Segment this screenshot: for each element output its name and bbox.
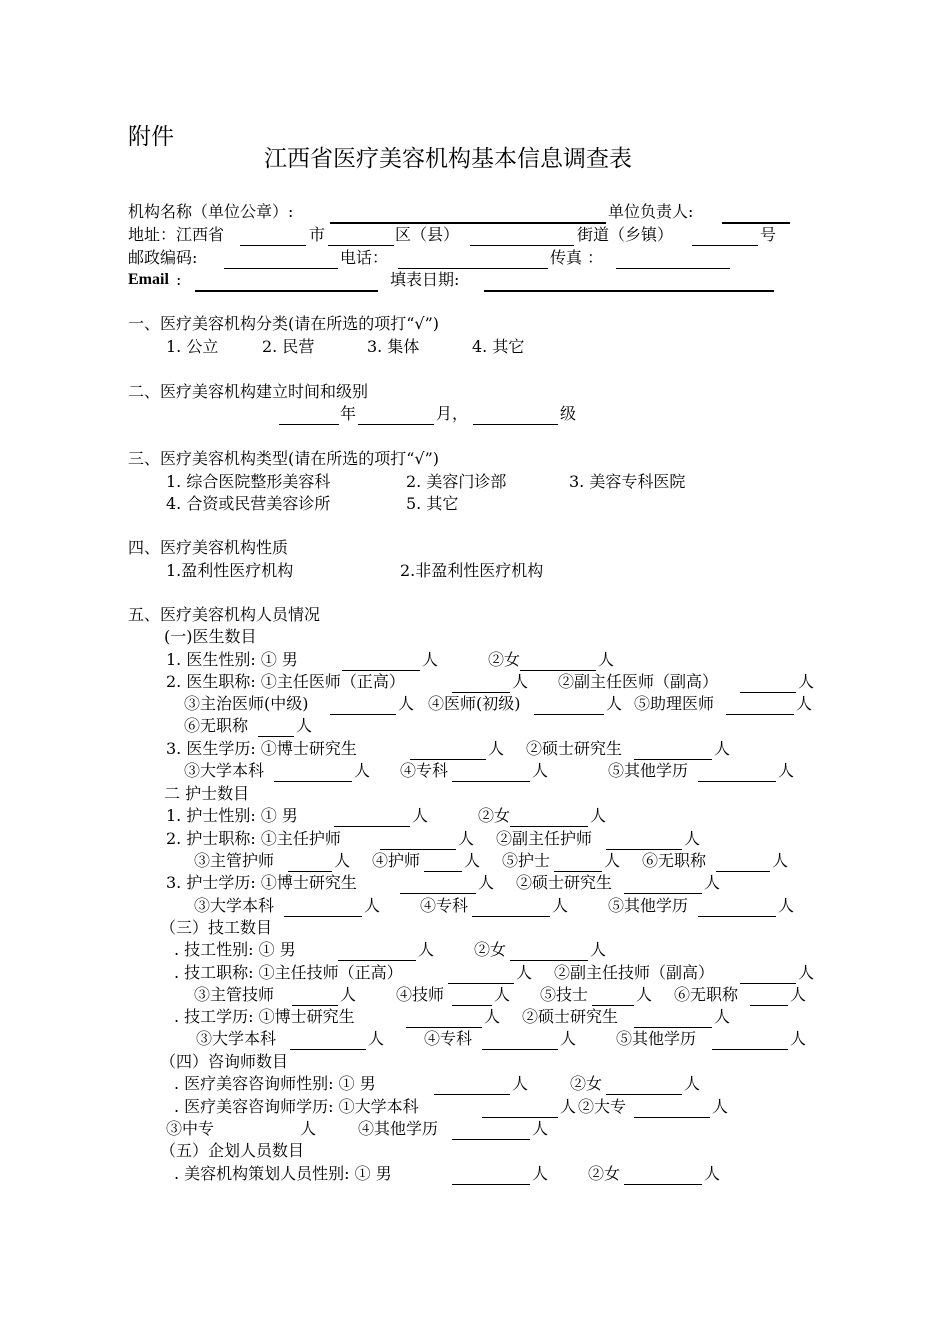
month-field[interactable]	[358, 424, 434, 425]
consultant-edu-label: . 医疗美容咨询师学历: ①大学本科	[174, 1097, 419, 1116]
doctor-assistant-label: ⑤助理医师	[634, 694, 715, 713]
person-unit: 人	[590, 940, 607, 959]
fax-label: 传真 ：	[550, 248, 604, 267]
person-unit: 人	[494, 985, 511, 1004]
nurse-master-label: ②硕士研究生	[516, 873, 613, 892]
person-unit: 人	[296, 716, 313, 735]
consultants-heading: （四）咨询师数目	[160, 1052, 289, 1071]
phone-label: 电话：	[340, 248, 389, 267]
email-label: Email	[128, 271, 169, 288]
tech-bachelor-field[interactable]	[290, 1049, 366, 1050]
planner-female-label: ②女	[588, 1164, 621, 1183]
doctor-female-field[interactable]	[520, 670, 596, 671]
person-unit: 人	[488, 739, 505, 758]
tech-male-field[interactable]	[338, 960, 416, 961]
person-unit: 人	[532, 1164, 549, 1183]
tech-tech2-label: ⑤技士	[540, 985, 589, 1004]
year-field[interactable]	[279, 424, 339, 425]
doctor-physician-field[interactable]	[534, 714, 604, 715]
consultant-junior-label: ②大专	[578, 1097, 627, 1116]
person-unit: 人	[778, 896, 795, 915]
doctor-phd-field[interactable]	[410, 759, 486, 760]
nurse-nurse2-field[interactable]	[554, 871, 602, 872]
doctor-college-field[interactable]	[452, 781, 530, 782]
tech-edu-label: . 技工学历: ①博士研究生	[174, 1007, 355, 1026]
level-label: 级	[560, 404, 577, 423]
tech-tech-field[interactable]	[452, 1005, 492, 1006]
fill-date-field[interactable]	[484, 290, 774, 292]
nurse-none-field[interactable]	[716, 871, 770, 872]
consultant-junior-field[interactable]	[634, 1117, 710, 1118]
doctor-female-label: ②女	[488, 650, 521, 669]
nurse-bachelor-label: ③大学本科	[194, 896, 275, 915]
email-field[interactable]	[195, 290, 378, 292]
number-label: 号	[760, 225, 777, 244]
doctor-master-label: ②硕士研究生	[526, 739, 623, 758]
person-unit: 人	[560, 1029, 577, 1048]
s1-option-collective[interactable]: 3. 集体	[367, 337, 420, 356]
doctor-assistant-field[interactable]	[726, 714, 794, 715]
person-unit: 人	[798, 963, 815, 982]
person-unit: 人	[704, 1164, 721, 1183]
s4-option-profit[interactable]: 1.盈利性医疗机构	[166, 561, 294, 580]
attachment-label: 附件	[128, 124, 174, 150]
tech-other-field[interactable]	[712, 1049, 788, 1050]
doctor-physician-label: ④医师(初级)	[428, 694, 521, 713]
tech-charge-label: ③主管技师	[194, 985, 275, 1004]
tech-other-label: ⑤其他学历	[616, 1029, 697, 1048]
district-field[interactable]	[328, 245, 394, 246]
tech-none-field[interactable]	[750, 1005, 788, 1006]
person-unit: 人	[714, 1007, 731, 1026]
tech-deputy-field[interactable]	[740, 983, 796, 984]
section-1-title: 一、医疗美容机构分类(请在所选的项打“√”)	[128, 314, 440, 333]
tech-college-field[interactable]	[482, 1049, 558, 1050]
person-unit: 人	[552, 896, 569, 915]
consultant-other-label: ④其他学历	[358, 1119, 439, 1138]
person-unit: 人	[712, 1097, 729, 1116]
person-unit: 人	[532, 1119, 549, 1138]
doctor-attending-field[interactable]	[330, 714, 396, 715]
page-title: 江西省医疗美容机构基本信息调查表	[264, 146, 632, 172]
doctor-bachelor-field[interactable]	[274, 781, 352, 782]
consultant-bachelor-field[interactable]	[482, 1117, 558, 1118]
s1-option-public[interactable]: 1. 公立	[166, 337, 219, 356]
person-unit: 人	[604, 851, 621, 870]
doctor-none-field[interactable]	[258, 736, 294, 737]
nurse-gender-label: 1. 护士性别: ① 男	[166, 806, 298, 825]
tech-chief-field[interactable]	[448, 983, 514, 984]
tech-gender-label: . 技工性别: ① 男	[174, 940, 296, 959]
nurse-female-label: ②女	[478, 806, 511, 825]
nurse-charge-field[interactable]	[288, 871, 332, 872]
planner-male-field[interactable]	[452, 1184, 530, 1185]
nurse-title-label: 2. 护士职称: ①主任护师	[166, 829, 341, 848]
section-5-title: 五、医疗美容机构人员情况	[128, 605, 321, 624]
org-name-field[interactable]	[330, 222, 606, 224]
doctor-bachelor-label: ③大学本科	[184, 761, 265, 780]
person-unit: 人	[704, 873, 721, 892]
doctor-attending-label: ③主治医师(中级)	[184, 694, 309, 713]
consultant-female-field[interactable]	[606, 1094, 682, 1095]
doctor-other-label: ⑤其他学历	[608, 761, 689, 780]
section-2-title: 二、医疗美容机构建立时间和级别	[128, 382, 369, 401]
doctor-college-label: ④专科	[400, 761, 449, 780]
planners-heading: （五）企划人员数目	[160, 1141, 305, 1160]
nurse-nurse2-label: ⑤护士	[502, 851, 551, 870]
person-unit: 人	[796, 694, 813, 713]
nurse-edu-label: 3. 护士学历: ①博士研究生	[166, 873, 357, 892]
leader-field[interactable]	[722, 222, 790, 224]
year-label: 年	[340, 404, 357, 423]
tech-tech-label: ④技师	[396, 985, 445, 1004]
nurse-other-field[interactable]	[698, 916, 776, 917]
consultant-male-field[interactable]	[434, 1094, 510, 1095]
section-4-title: 四、医疗美容机构性质	[128, 538, 289, 557]
person-unit: 人	[364, 896, 381, 915]
nurse-chief-field[interactable]	[380, 849, 456, 850]
section-3-title: 三、医疗美容机构类型(请在所选的项打“√”)	[128, 449, 440, 468]
planner-gender-label: . 美容机构策划人员性别: ① 男	[174, 1164, 392, 1183]
planner-female-field[interactable]	[624, 1184, 702, 1185]
city-label: 市	[309, 225, 326, 244]
tech-bachelor-label: ③大学本科	[196, 1029, 277, 1048]
nurses-heading: 二 护士数目	[164, 784, 250, 803]
consultant-female-label: ②女	[570, 1074, 603, 1093]
person-unit: 人	[422, 650, 439, 669]
address-label: 地址：江西省	[128, 225, 225, 244]
person-unit: 人	[560, 1097, 577, 1116]
person-unit: 人	[790, 985, 807, 1004]
person-unit: 人	[478, 873, 495, 892]
doctor-master-field[interactable]	[634, 759, 712, 760]
level-field[interactable]	[473, 424, 558, 425]
consultant-gender-label: . 医疗美容咨询师性别: ① 男	[174, 1074, 376, 1093]
doctor-gender-label: 1. 医生性别: ① 男	[166, 650, 298, 669]
nurse-college-label: ④专科	[420, 896, 469, 915]
nurse-deputy-label: ②副主任护师	[496, 829, 593, 848]
doctor-title-label: 2. 医生职称: ①主任医师（正高）	[166, 672, 405, 691]
nurse-college-field[interactable]	[472, 916, 550, 917]
s1-option-private[interactable]: 2. 民营	[262, 337, 315, 356]
person-unit: 人	[772, 851, 789, 870]
org-name-label: 机构名称（单位公章）:	[128, 202, 294, 221]
nurse-phd-field[interactable]	[400, 893, 476, 894]
person-unit: 人	[334, 851, 351, 870]
nurse-none-label: ⑥无职称	[642, 851, 707, 870]
doctors-heading: (一)医生数目	[164, 627, 257, 646]
person-unit: 人	[684, 829, 701, 848]
tech-female-field[interactable]	[510, 960, 588, 961]
person-unit: 人	[354, 761, 371, 780]
tech-none-label: ⑥无职称	[674, 985, 739, 1004]
tech-college-label: ④专科	[424, 1029, 473, 1048]
fax-field[interactable]	[616, 268, 730, 269]
techs-heading: （三）技工数目	[160, 918, 273, 937]
person-unit: 人	[484, 1007, 501, 1026]
s1-option-other[interactable]: 4. 其它	[472, 337, 525, 356]
person-unit: 人	[458, 829, 475, 848]
district-label: 区（县）	[395, 225, 460, 244]
tech-master-label: ②硕士研究生	[522, 1007, 619, 1026]
nurse-other-label: ⑤其他学历	[608, 896, 689, 915]
nurse-male-field[interactable]	[334, 826, 410, 827]
tech-charge-field[interactable]	[292, 1005, 338, 1006]
person-unit: 人	[516, 963, 533, 982]
postal-label: 邮政编码:	[128, 248, 198, 267]
number-field[interactable]	[692, 245, 758, 246]
nurse-nurse-field[interactable]	[424, 871, 462, 872]
person-unit: 人	[340, 985, 357, 1004]
tech-deputy-label: ②副主任技师（副高）	[554, 963, 715, 982]
doctor-deputy-label: ②副主任医师（副高）	[558, 672, 719, 691]
s3-option-clinic[interactable]: 2. 美容门诊部	[406, 472, 507, 491]
person-unit: 人	[606, 694, 623, 713]
email-colon: :	[176, 270, 182, 289]
nurse-deputy-field[interactable]	[606, 849, 682, 850]
person-unit: 人	[684, 1074, 701, 1093]
s3-option-general-hospital[interactable]: 1. 综合医院整形美容科	[166, 472, 331, 491]
postal-field[interactable]	[224, 268, 338, 269]
person-unit: 人	[412, 806, 429, 825]
nurse-bachelor-field[interactable]	[284, 916, 362, 917]
person-unit: 人	[512, 672, 529, 691]
person-unit: 人	[598, 650, 615, 669]
doctor-edu-label: 3. 医生学历: ①博士研究生	[166, 739, 357, 758]
s3-option-private-clinic[interactable]: 4. 合资或民营美容诊所	[166, 494, 331, 513]
street-field[interactable]	[470, 245, 574, 246]
person-unit: 人	[300, 1119, 317, 1138]
person-unit: 人	[590, 806, 607, 825]
person-unit: 人	[798, 672, 815, 691]
tech-title-label: . 技工职称: ①主任技师（正高）	[174, 963, 403, 982]
s4-option-nonprofit[interactable]: 2.非盈利性医疗机构	[400, 561, 544, 580]
person-unit: 人	[368, 1029, 385, 1048]
doctor-other-field[interactable]	[698, 781, 776, 782]
phone-field[interactable]	[398, 268, 548, 269]
doctor-deputy-field[interactable]	[740, 692, 796, 693]
tech-tech2-field[interactable]	[592, 1005, 634, 1006]
s3-option-specialty-hospital[interactable]: 3. 美容专科医院	[569, 472, 686, 491]
consultant-techschool-label: ③中专	[166, 1119, 215, 1138]
person-unit: 人	[714, 739, 731, 758]
doctor-male-field[interactable]	[342, 670, 420, 671]
person-unit: 人	[512, 1074, 529, 1093]
city-field[interactable]	[240, 245, 306, 246]
fill-date-label: 填表日期:	[390, 270, 460, 289]
tech-master-field[interactable]	[634, 1027, 712, 1028]
s3-option-other[interactable]: 5. 其它	[406, 494, 459, 513]
person-unit: 人	[418, 940, 435, 959]
tech-phd-field[interactable]	[406, 1027, 482, 1028]
street-label: 街道（乡镇）	[577, 225, 674, 244]
nurse-female-field[interactable]	[510, 826, 588, 827]
person-unit: 人	[532, 761, 549, 780]
doctor-none-label: ⑥无职称	[184, 716, 249, 735]
leader-label: 单位负责人:	[608, 202, 694, 221]
tech-female-label: ②女	[474, 940, 507, 959]
nurse-nurse-label: ④护师	[372, 851, 421, 870]
person-unit: 人	[464, 851, 481, 870]
person-unit: 人	[398, 694, 415, 713]
nurse-master-field[interactable]	[624, 893, 702, 894]
consultant-other-field[interactable]	[452, 1139, 530, 1140]
person-unit: 人	[636, 985, 653, 1004]
person-unit: 人	[778, 761, 795, 780]
doctor-chief-field[interactable]	[452, 692, 510, 693]
person-unit: 人	[790, 1029, 807, 1048]
month-label: 月，	[436, 404, 469, 423]
nurse-charge-label: ③主管护师	[194, 851, 275, 870]
